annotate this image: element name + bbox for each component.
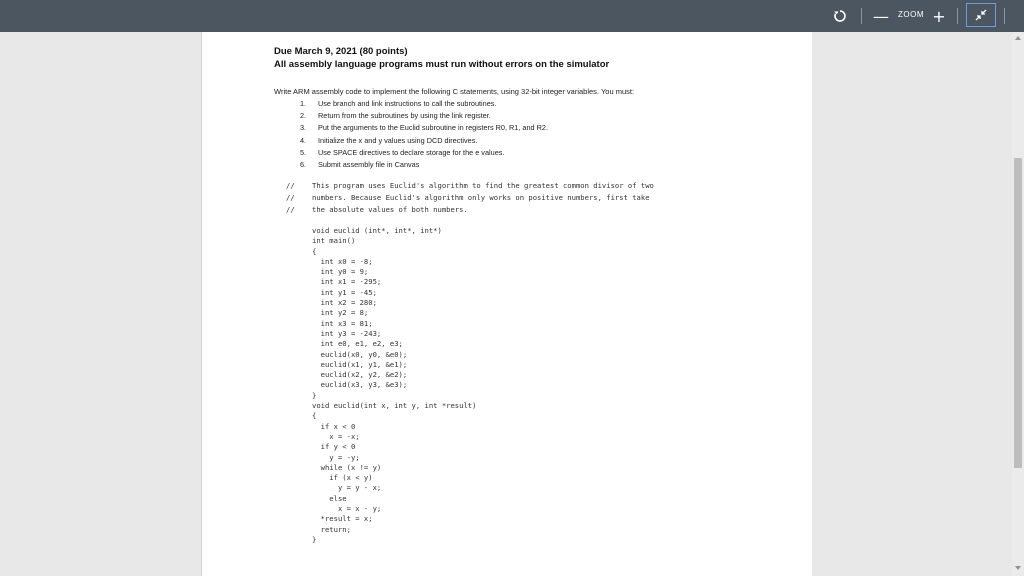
scrollbar-thumb[interactable]	[1014, 158, 1022, 468]
code-line: {	[312, 411, 317, 421]
exit-fullscreen-button[interactable]	[966, 3, 996, 27]
requirement-text: Initialize the x and y values using DCD directives.	[318, 135, 478, 145]
requirement-number: 4.	[300, 135, 307, 145]
rotate-button[interactable]	[828, 5, 852, 27]
code-line: int y3 = -243;	[312, 328, 382, 338]
requirement-text: Use SPACE directives to declare storage for the e values.	[318, 147, 505, 157]
viewer-background	[0, 32, 200, 576]
code-line: while (x != y)	[312, 462, 382, 472]
requirement-text: Submit assembly file in Canvas	[318, 160, 420, 169]
code-line: int x2 = 280;	[312, 298, 377, 308]
requirement-text: Return from the subroutines by using the link register.	[318, 111, 491, 121]
instructions-intro: Write ARM assembly code to implement the following C statements, using 32-bit integer variables. You must:	[274, 87, 635, 96]
rotate-icon	[833, 9, 847, 23]
rule-heading: All assembly language programs must run without errors on the simulator	[274, 59, 610, 70]
code-line: int y0 = 9;	[312, 267, 369, 277]
requirement-item	[300, 160, 419, 169]
code-line: x = -x;	[312, 431, 360, 441]
code-line: int x0 = -8;	[312, 256, 373, 266]
zoom-label: ZOOM	[898, 10, 924, 19]
requirement-number: 2.	[300, 111, 307, 121]
code-line: y = -y;	[312, 452, 360, 462]
code-line: }	[312, 534, 317, 544]
code-line: int e0, e1, e2, e3;	[312, 339, 403, 349]
zoom-out-button[interactable]: —	[873, 6, 889, 26]
scroll-down-arrow-icon[interactable]	[1015, 566, 1021, 570]
code-line: else	[312, 493, 347, 503]
toolbar-divider	[861, 8, 862, 24]
zoom-in-button[interactable]: +	[932, 6, 946, 26]
code-line: y = y - x;	[312, 483, 382, 493]
code-line: if y < 0	[312, 442, 356, 452]
code-line: void euclid (int*, int*, int*)	[312, 226, 442, 235]
comment-line: This program uses Euclid's algorithm to find the greatest common divisor of two	[312, 181, 654, 190]
requirement-number: 5.	[300, 147, 307, 157]
viewer-background	[812, 32, 1012, 576]
code-line: if (x < y)	[312, 473, 373, 483]
comment-line: numbers. Because Euclid's algorithm only works on positive numbers, first take	[312, 193, 650, 202]
code-line: x = x - y;	[312, 504, 382, 514]
code-line: int y2 = 8;	[312, 308, 369, 318]
requirement-item	[300, 136, 477, 145]
requirement-item	[300, 123, 548, 132]
requirement-number: 6.	[300, 160, 307, 169]
code-line: void euclid(int x, int y, int *result)	[312, 401, 477, 411]
viewer-toolbar	[0, 0, 1024, 32]
code-line: int main()	[312, 236, 356, 246]
document-page	[201, 32, 813, 576]
code-line: {	[312, 246, 317, 256]
requirement-number: 3.	[300, 123, 307, 133]
code-line: int y1 = -45;	[312, 287, 377, 297]
requirement-text: Put the arguments to the Euclid subroutine in registers R0, R1, and R2.	[318, 123, 548, 133]
code-line: euclid(x2, y2, &e2);	[312, 370, 408, 380]
toolbar-divider	[957, 8, 958, 24]
code-line: int x1 = -295;	[312, 277, 382, 287]
code-line: return;	[312, 524, 351, 534]
requirement-item	[300, 99, 496, 108]
code-line: if x < 0	[312, 421, 356, 431]
code-line: euclid(x1, y1, &e1);	[312, 359, 408, 369]
comment-slashes: //	[286, 193, 295, 202]
requirement-item	[300, 111, 491, 120]
toolbar-divider	[1004, 8, 1005, 24]
code-line: euclid(x0, y0, &e0);	[312, 349, 408, 359]
code-line: int x3 = 81;	[312, 318, 373, 328]
comment-slashes: //	[286, 205, 295, 214]
code-line: }	[312, 390, 317, 400]
collapse-icon	[974, 8, 988, 22]
requirement-text: Use branch and link instructions to call the subroutines.	[318, 99, 497, 108]
comment-line: the absolute values of both numbers.	[312, 205, 468, 214]
due-date-heading: Due March 9, 2021 (80 points)	[274, 46, 408, 57]
requirement-number: 1.	[300, 99, 307, 108]
comment-slashes: //	[286, 181, 295, 190]
scroll-up-arrow-icon[interactable]	[1015, 36, 1021, 40]
requirement-item	[300, 148, 504, 157]
code-line: *result = x;	[312, 514, 373, 524]
code-line: euclid(x3, y3, &e3);	[312, 380, 408, 390]
code-block	[312, 226, 476, 545]
